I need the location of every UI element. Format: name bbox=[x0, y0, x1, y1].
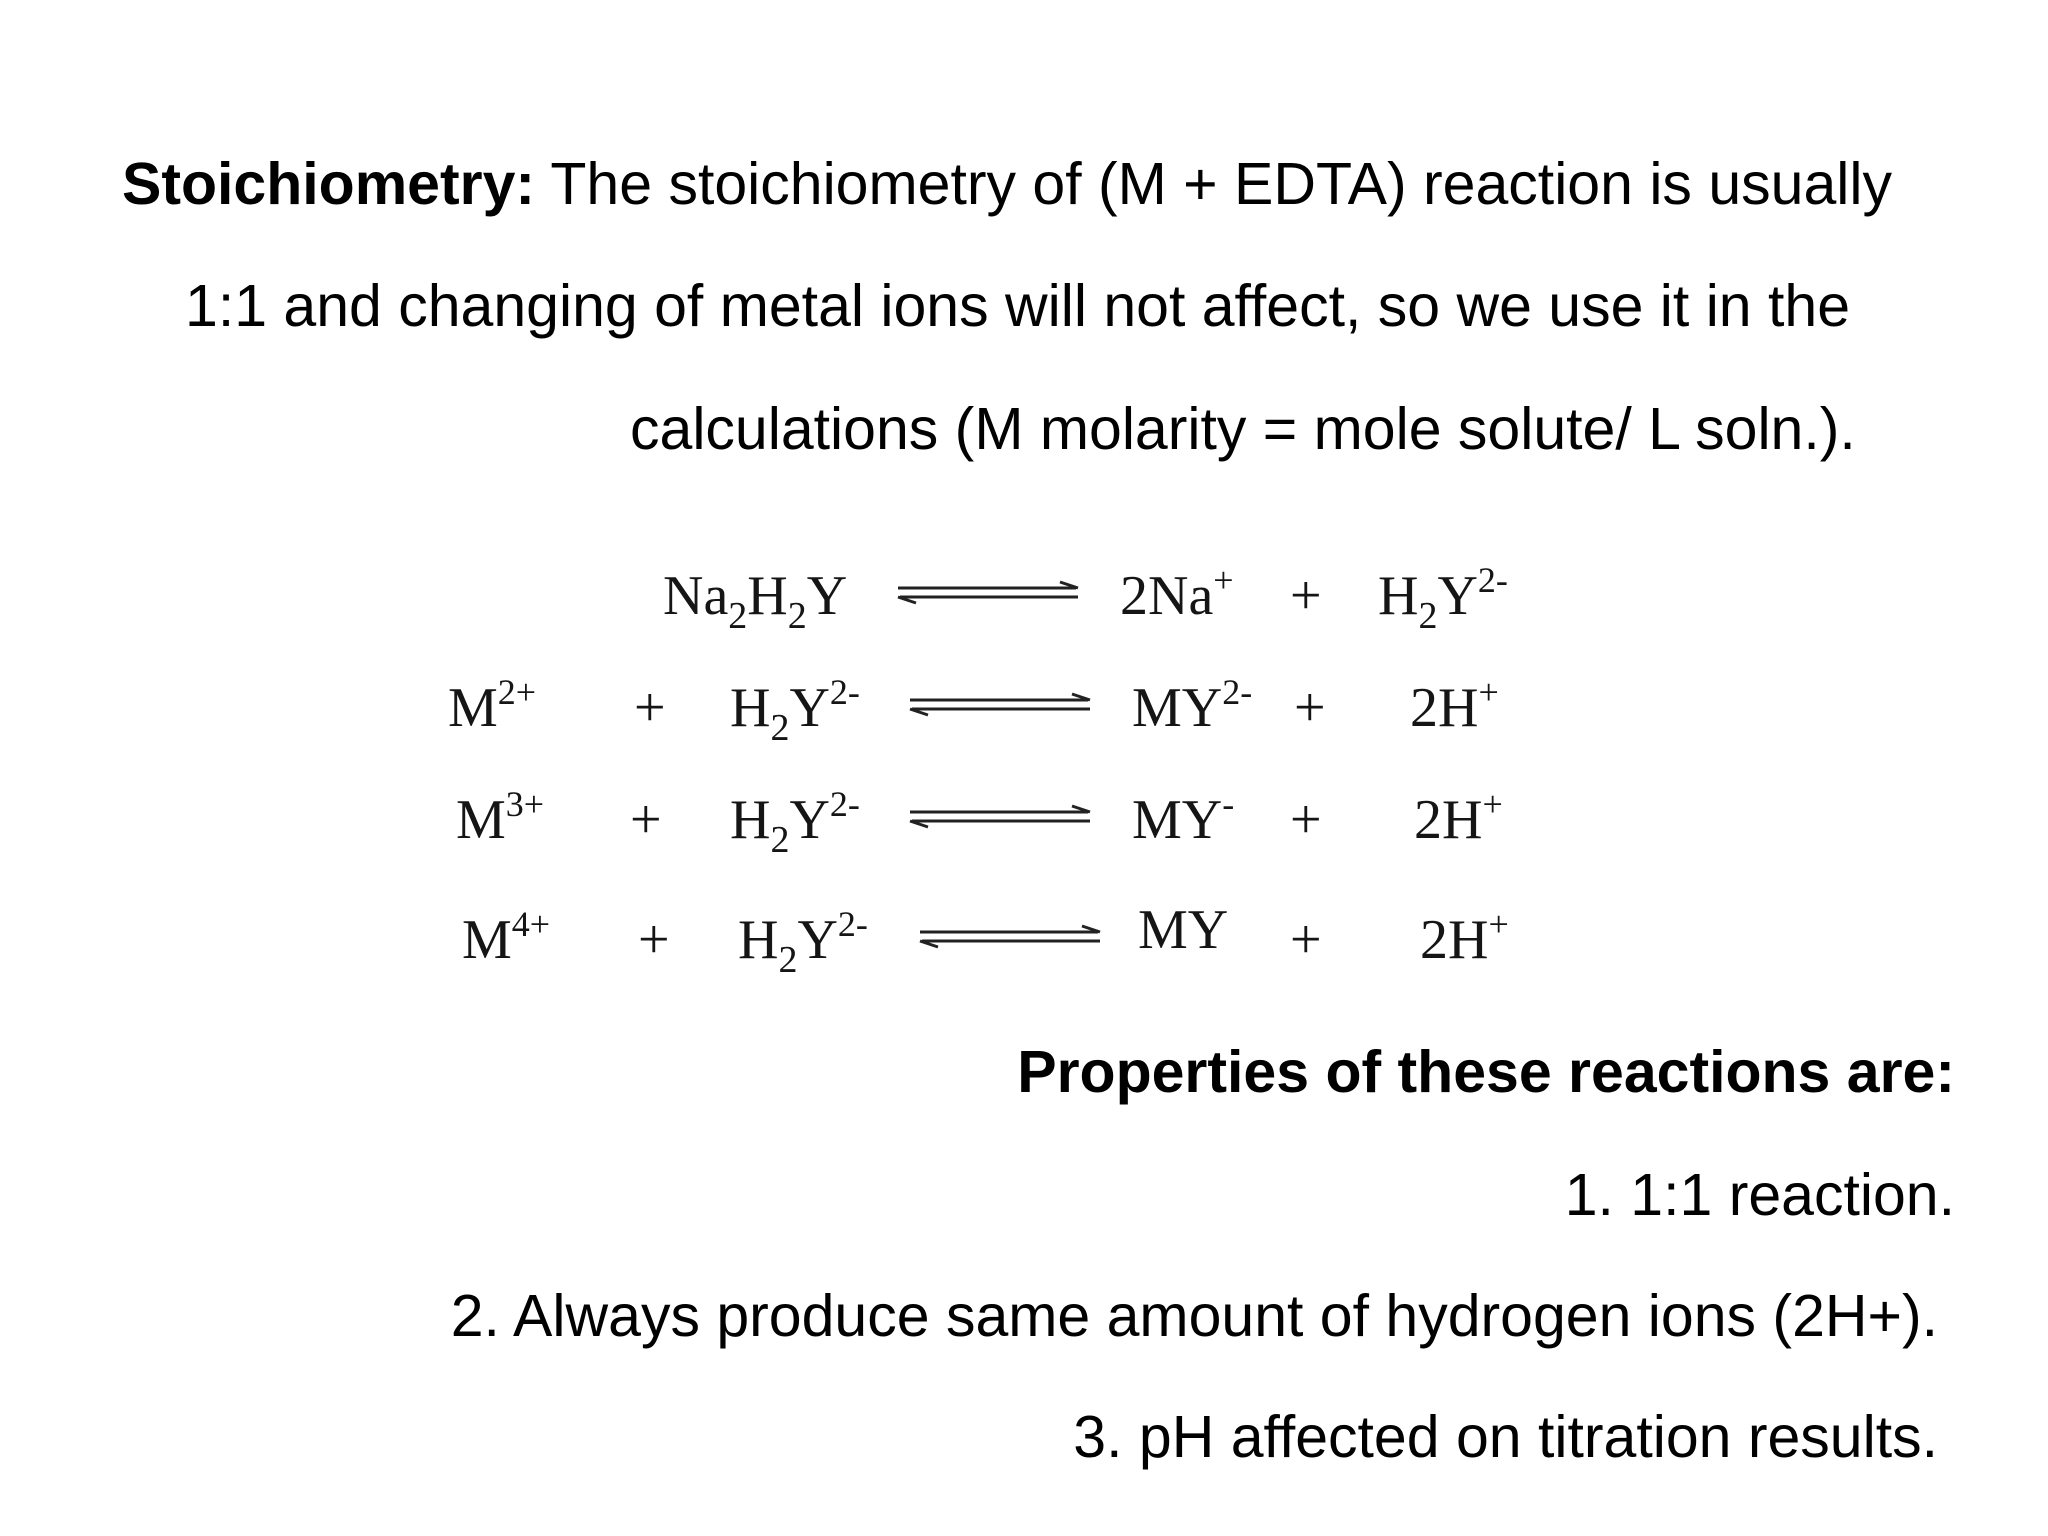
complex-my: MY- bbox=[1132, 784, 1235, 851]
product-sodium: 2Na+ bbox=[1120, 560, 1234, 627]
intro-line-2: 1:1 and changing of metal ions will not affect, so we use it in the bbox=[185, 273, 1851, 339]
ligand-h2y: $H_2Y^{2-}$ bbox=[730, 784, 860, 861]
ligand-h2y: $H_2Y^{2-}$ bbox=[738, 904, 868, 981]
metal-ion: $M^{4+}$ bbox=[462, 904, 551, 971]
equation-row bbox=[0, 900, 2048, 980]
plus-sign: + bbox=[1294, 677, 1326, 739]
complex-my: $MY^{2-}$ bbox=[1132, 672, 1253, 739]
equilibrium-arrow-icon bbox=[900, 690, 1100, 720]
ligand-h2y: $H_2Y^{2-}$ bbox=[730, 672, 860, 749]
property-item-2: 2. Always produce same amount of hydrogen ions (2H+). bbox=[450, 1283, 1938, 1349]
intro-text-1: The stoichiometry of (M + EDTA) reaction is usually bbox=[550, 151, 1892, 217]
property-item-3: 3. pH affected on titration results. bbox=[1073, 1404, 1938, 1470]
plus-sign: + bbox=[634, 677, 666, 739]
stoichiometry-heading: Stoichiometry: bbox=[122, 151, 536, 217]
plus-sign: + bbox=[1290, 789, 1322, 851]
plus-sign: + bbox=[630, 789, 662, 851]
intro-line-1 bbox=[122, 151, 1892, 217]
proton: 2H+ bbox=[1420, 904, 1509, 971]
equilibrium-arrow-icon bbox=[888, 578, 1088, 608]
complex-my: MY bbox=[1138, 899, 1229, 961]
equation-row bbox=[0, 668, 2048, 748]
proton: 2H+ bbox=[1414, 784, 1503, 851]
equation-row bbox=[0, 780, 2048, 860]
equilibrium-arrow-icon bbox=[910, 922, 1110, 952]
metal-ion: $M^{2+}$ bbox=[448, 672, 537, 739]
properties-heading: Properties of these reactions are: bbox=[1017, 1039, 1955, 1105]
plus-sign: + bbox=[1290, 565, 1322, 627]
intro-line-3: calculations (M molarity = mole solute/ L soln.). bbox=[630, 396, 1856, 462]
metal-ion: $M^{3+}$ bbox=[456, 784, 545, 851]
proton: 2H+ bbox=[1410, 672, 1499, 739]
plus-sign: + bbox=[1290, 909, 1322, 971]
product-h2y: $H_2Y^{2-}$ bbox=[1378, 560, 1508, 637]
equilibrium-arrow-icon bbox=[900, 802, 1100, 832]
plus-sign: + bbox=[638, 909, 670, 971]
equation-row bbox=[0, 556, 2048, 636]
property-item-1: 1. 1:1 reaction. bbox=[1564, 1162, 1955, 1228]
reactant-formula: $Na_2H_2Y$ bbox=[663, 565, 848, 637]
